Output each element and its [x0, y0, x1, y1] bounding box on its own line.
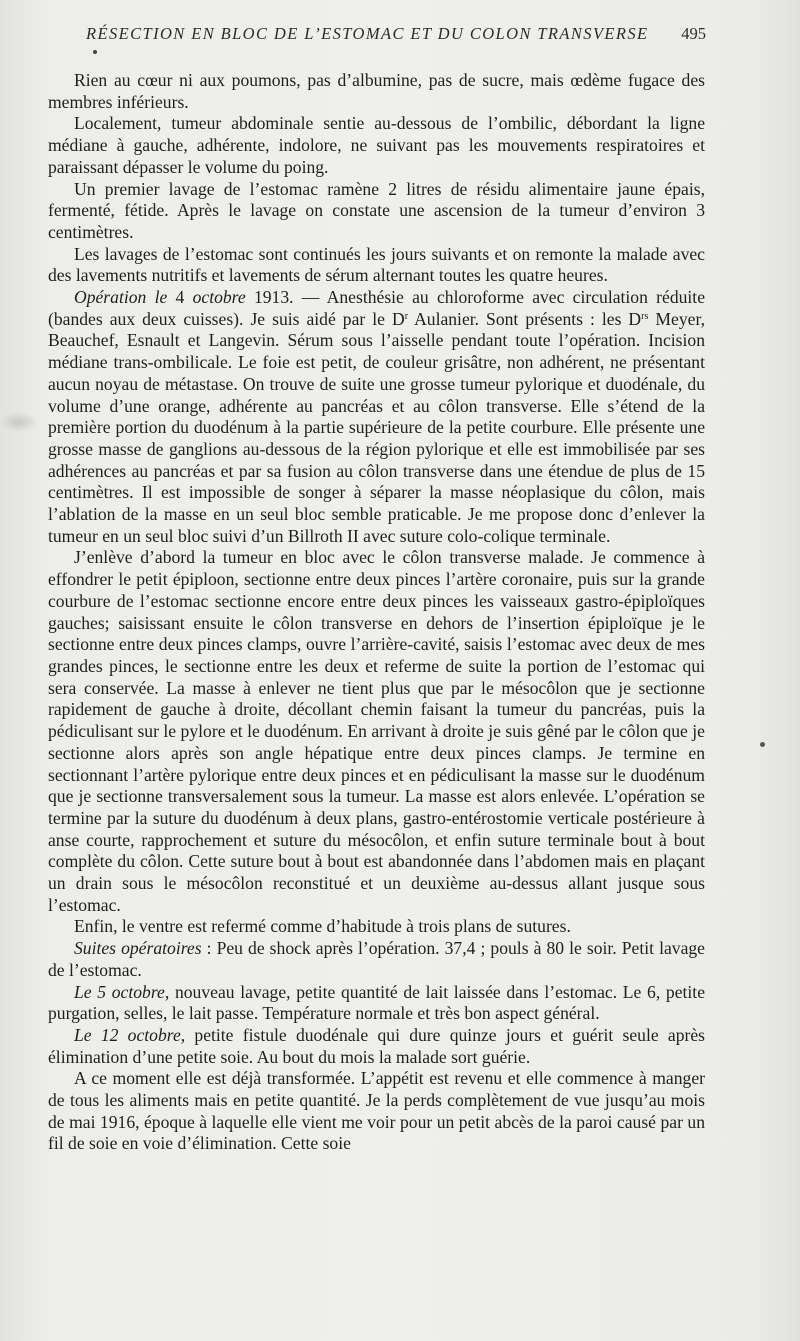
paragraph: J’enlève d’abord la tumeur en bloc avec le côlon transverse malade. Je commence à effondrer le petit épiploon, sectionne entre deux pinces l’artère coronaire, puis sur la grande courbure de l’estomac sectionne encore entre deux pinces les vaisseaux gastro-épiploïques gauches; saisissant ensuite le côlon transverse en dehors de l’insertion épiploïque je le sectionne entre deux pinces clamps, ouvre l’arrière-cavité, saisis l’estomac avec deux de mes grandes pinces, le sectionne entre les deux et referme de suite la portion de l’estomac qui sera conservée. La masse à enlever ne tient plus que par le mésocôlon que je sectionne rapidement de gauche à droite, décollant chemin faisant la tumeur du pancréas, puis la pédiculisant sur le pylore et le duodénum. En arrivant à droite je suis gêné par le côlon que je sectionne alors après son angle hépatique entre deux pinces clamps. Je termine en sectionnant l’artère pylorique entre deux pinces et en pédiculisant la masse sur le duodénum que je sectionne transversalement sous la tumeur. La masse est alors enlevée. L’opération se termine par la suture du duodénum à deux plans, gastro-entérostomie verticale postérieure à anse courte, rapprochement et suture du mésocôlon, et enfin suture terminale bout à bout complète du côlon. Cette suture bout à bout est abandonnée dans l’abdomen mais en plaçant un drain sous le mésocôlon reconstitué et un deuxième au-dessus allant jusque sous l’estomac.: [48, 547, 705, 915]
date-text: , nouveau lavage, petite quantité de lait laissée dans l’estomac. Le 6, petite purgation, selles, le lait passe. Température normale et très bon aspect général.: [48, 981, 706, 1024]
margin-smudge: [0, 412, 38, 432]
operation-lead: Opération le: [74, 287, 168, 308]
superscript: r: [404, 310, 409, 322]
date-lead: Le 5 octobre: [74, 981, 165, 1002]
running-title: RÉSECTION EN BLOC DE L’ESTOMAC ET DU COLON TRANSVERSE: [86, 24, 649, 43]
paragraph: Rien au cœur ni aux poumons, pas d’albumine, pas de sucre, mais œdème fugace des membres inférieurs.: [48, 70, 705, 112]
page-number: 495: [681, 24, 706, 43]
operation-month: octobre: [192, 287, 246, 308]
paragraph-suites: [48, 938, 705, 981]
operation-text-a: 1913. — Anesthésie au chloroforme avec circulation réduite (bandes aux deux cuisses). Je suis aidé par le D: [48, 287, 706, 329]
paragraph: Enfin, le ventre est refermé comme d’habitude à trois plans de sutures.: [74, 916, 571, 937]
paragraph-oct5: [48, 982, 705, 1025]
suites-text: : Peu de shock après l’opération. 37,4 ; pouls à 80 le soir. Petit lavage de l’estomac.: [48, 938, 705, 980]
paragraph: Un premier lavage de l’estomac ramène 2 litres de résidu alimentaire jaune épais, fermenté, fétide. Après le lavage on constate une ascension de la tumeur d’environ 3 centimètres.: [48, 178, 705, 242]
paragraph-operation: [48, 287, 705, 547]
paragraph: A ce moment elle est déjà transformée. L’appétit est revenu et elle commence à manger de tous les aliments mais en petite quantité. Je la perds complètement de vue jusqu’au mois de mai 1916, époque à laquelle elle vient me voir pour un petit abcès de la paroi causé par un fil de soie en voie d’élimination. Cette soie: [48, 1068, 705, 1154]
operation-day: 4: [167, 287, 193, 308]
operation-text-b: Aulanier. Sont présents : les D: [408, 308, 642, 329]
paragraph: Localement, tumeur abdominale sentie au-dessous de l’ombilic, débordant la ligne médiane à gauche, adhérente, indolore, ne suivant pas les mouvements respiratoires et paraissant dépasser le volume du poing.: [48, 113, 705, 177]
paragraph: Les lavages de l’estomac sont continués les jours suivants et on remonte la malade avec des lavements nutritifs et lavements de sérum alternant toutes les quatre heures.: [48, 243, 705, 286]
operation-text-c: Meyer, Beauchef, Esnault et Langevin. Sérum sous l’aisselle pendant toute l’opération. Incision médiane trans-ombilicale. Le foie est petit, de couleur grisâtre, non adhérent, ne présentant aucun noyau de métastase. On trouve de suite une grosse tumeur pylorique et duodénale, du volume d’une orange, adhérente au pancréas et au côlon transverse. Elle s’étend de la première portion du duodénum à la partie supérieure de la petite courbure. Elle présente une grosse masse de ganglions au-dessous de la région pylorique et elle est immobilisée par ses adhérences au pancréas et par sa fusion au côlon transverse dans une étendue de plus de 15 centimètres. Il est impossible de songer à séparer la masse néoplasique du côlon, mais l’ablation de la masse en un seul bloc semble praticable. Je me propose donc d’enlever la tumeur en un seul bloc suivi d’un Billroth II avec suture colo-colique terminale.: [48, 308, 705, 546]
ink-speck: [760, 742, 765, 747]
paragraph-oct12: [48, 1025, 705, 1068]
body-text: [48, 70, 705, 1155]
date-lead: Le 12 octobre: [74, 1024, 181, 1045]
ink-speck: [93, 50, 97, 54]
superscript: rs: [641, 310, 649, 322]
running-header: [86, 24, 706, 48]
date-text: , petite fistule duodénale qui dure quinze jours et guérit seule après élimination d’une petite soie. Au bout du mois la malade sort guérie.: [48, 1024, 706, 1067]
suites-lead: Suites opératoires: [74, 938, 202, 959]
